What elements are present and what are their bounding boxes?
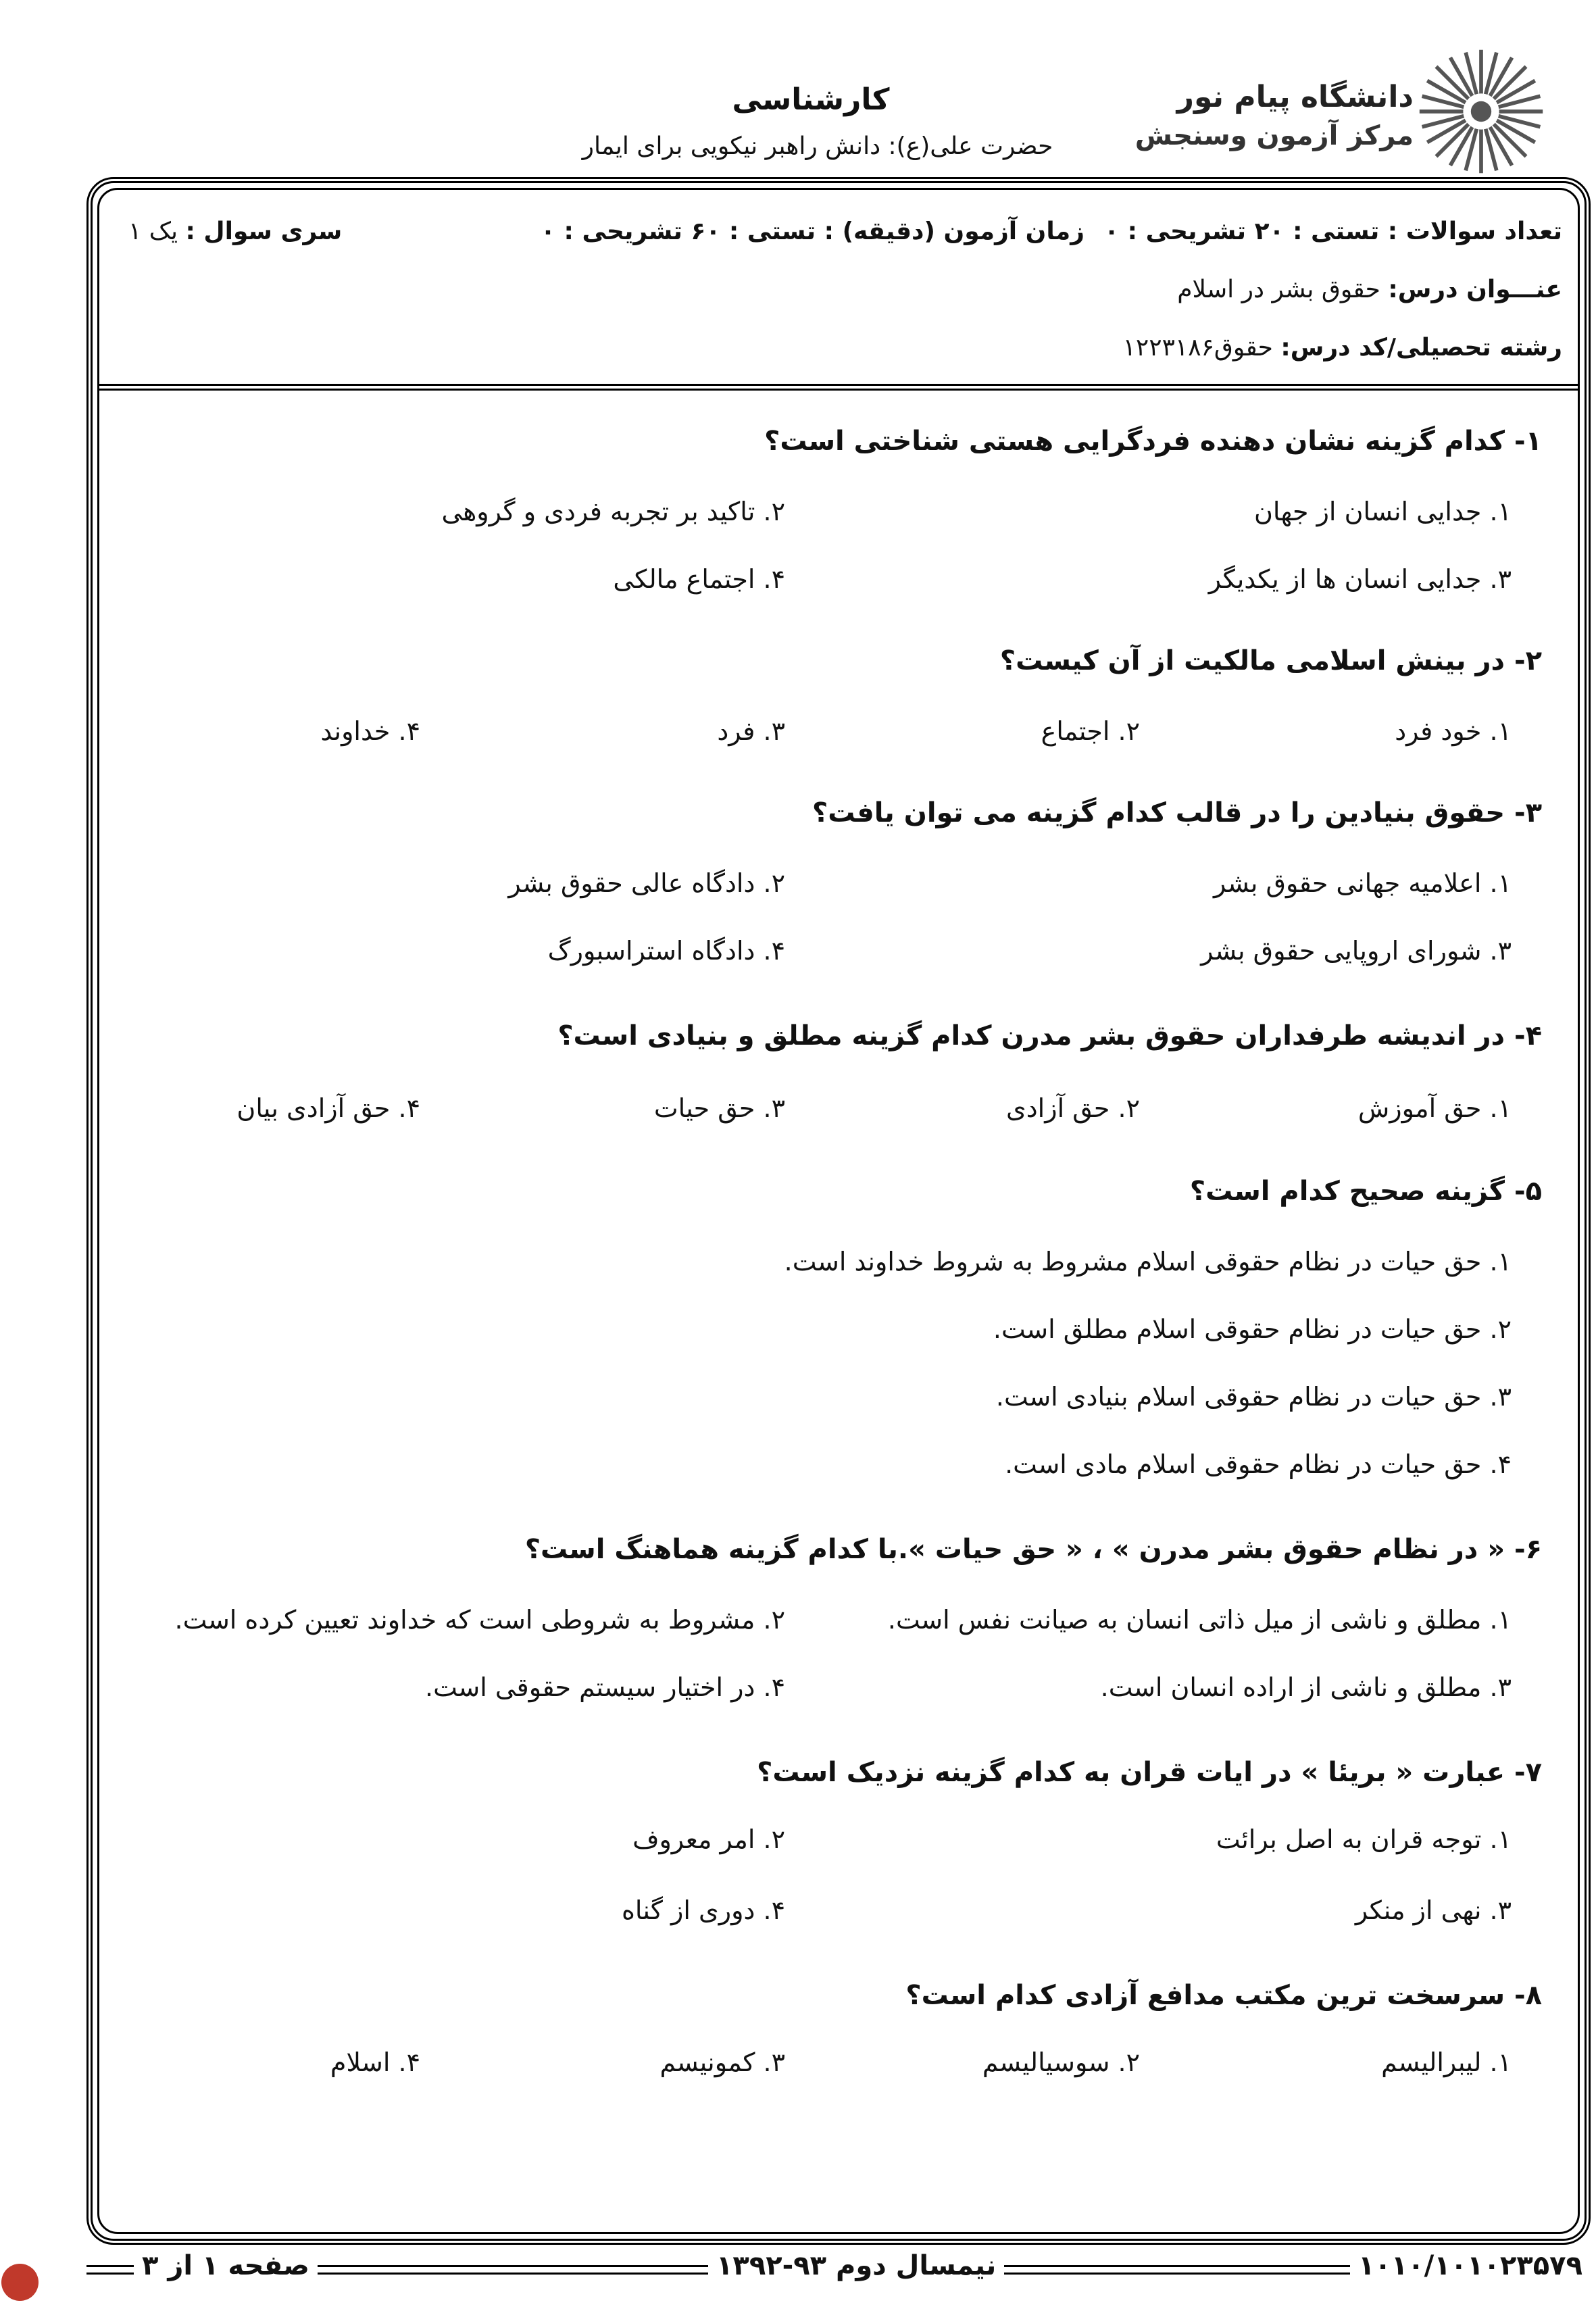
question-1-option-1[interactable]: ۱. جدایی انسان از جهان [1254, 497, 1512, 526]
field-label: رشته تحصیلی/کد درس: [1280, 334, 1562, 362]
question-3-option-1[interactable]: ۱. اعلامیه جهانی حقوق بشر [1213, 868, 1512, 898]
exam-center-name: مرکز آزمون وسنجش [1134, 120, 1414, 151]
course-value: حقوق بشر در اسلام [1177, 276, 1380, 303]
question-2-option-4[interactable]: ۴. خداوند [320, 716, 420, 746]
question-8-title: ۸- سرسخت ترین مکتب مدافع آزادی کدام است؟ [905, 1980, 1542, 2011]
course-label: عنـــوان درس: [1388, 276, 1562, 303]
exam-footer [86, 2250, 1591, 2291]
question-6-option-2[interactable]: ۲. مشروط به شروطی است که خداوند تعیین کرده است. [174, 1605, 785, 1635]
question-7-option-4[interactable]: ۴. دوری از گناه [621, 1895, 785, 1925]
question-5-title: ۵- گزینه صحیح کدام است؟ [1189, 1176, 1542, 1207]
question-2-title: ۲- در بینش اسلامی مالکیت از آن کیست؟ [999, 645, 1542, 676]
series-label: سری سوال : [185, 218, 343, 245]
question-2-option-3[interactable]: ۳. فرد [717, 716, 785, 746]
question-4-option-2[interactable]: ۲. حق آزادی [1006, 1093, 1140, 1123]
header-separator [98, 384, 1579, 391]
question-7-option-1[interactable]: ۱. توجه قران به اصل برائت [1216, 1824, 1512, 1854]
question-5-option-4[interactable]: ۴. حق حیات در نظام حقوقی اسلام مادی است. [1005, 1449, 1512, 1479]
footer-page-number: صفحه ۱ از ۳ [134, 2250, 318, 2281]
question-5-option-2[interactable]: ۲. حق حیات در نظام حقوقی اسلام مطلق است. [993, 1314, 1512, 1344]
question-7-option-3[interactable]: ۳. نهی از منکر [1355, 1895, 1512, 1925]
question-4-option-3[interactable]: ۳. حق حیات [653, 1093, 785, 1123]
course-title [1177, 276, 1562, 303]
question-5-option-1[interactable]: ۱. حق حیات در نظام حقوقی اسلام مشروط به شروط خداوند است. [784, 1247, 1512, 1276]
question-1-option-4[interactable]: ۴. اجتماع مالکی [613, 564, 785, 594]
question-8-option-4[interactable]: ۴. اسلام [330, 2047, 420, 2077]
footer-exam-code: ۱۰۱۰/۱۰۱۰۲۳۵۷۹ [1350, 2250, 1591, 2281]
degree-level: کارشناسی [732, 82, 890, 117]
question-7-option-2[interactable]: ۲. امر معروف [632, 1824, 785, 1854]
question-8-option-1[interactable]: ۱. لیبرالیسم [1381, 2047, 1512, 2077]
question-3-title: ۳- حقوق بنیادین را در قالب کدام گزینه می توان یافت؟ [812, 797, 1542, 828]
field-code [1123, 334, 1562, 362]
question-3-option-3[interactable]: ۳. شورای اروپایی حقوق بشر [1201, 936, 1512, 966]
question-2-option-1[interactable]: ۱. خود فرد [1395, 716, 1512, 746]
exam-duration: زمان آزمون (دقیقه) : تستی : ۶۰ تشریحی : ۰ [541, 218, 1084, 245]
question-1-option-3[interactable]: ۳. جدایی انسان ها از یکدیگر [1208, 564, 1512, 594]
question-8-option-2[interactable]: ۲. سوسیالیسم [982, 2047, 1140, 2077]
exam-header [0, 0, 1596, 176]
question-4-option-1[interactable]: ۱. حق آموزش [1357, 1093, 1512, 1123]
corner-watermark-icon [1, 2264, 39, 2301]
footer-semester: نیمسال دوم ۹۳-۱۳۹۲ [708, 2250, 1004, 2281]
question-7-title: ۷- عبارت « بریئا » در ایات قران به کدام گزینه نزدیک است؟ [757, 1757, 1542, 1788]
question-4-option-4[interactable]: ۴. حق آزادی بیان [236, 1093, 420, 1123]
field-value: حقوق۱۲۲۳۱۸۶ [1122, 334, 1273, 362]
question-6-option-3[interactable]: ۳. مطلق و ناشی از اراده انسان است. [1100, 1672, 1512, 1702]
question-3-option-4[interactable]: ۴. دادگاه استراسبورگ [547, 936, 785, 966]
question-6-option-4[interactable]: ۴. در اختیار سیستم حقوقی است. [424, 1672, 785, 1702]
question-5-option-3[interactable]: ۳. حق حیات در نظام حقوقی اسلام بنیادی است. [995, 1382, 1512, 1412]
exam-frame-inner [97, 188, 1580, 2234]
question-series [128, 218, 342, 245]
question-3-option-2[interactable]: ۲. دادگاه عالی حقوق بشر [508, 868, 785, 898]
series-value: یک ۱ [128, 218, 178, 245]
question-1-option-2[interactable]: ۲. تاکید بر تجربه فردی و گروهی [441, 497, 785, 526]
question-6-option-1[interactable]: ۱. مطلق و ناشی از میل ذاتی انسان به صیانت نفس است. [887, 1605, 1512, 1635]
question-4-title: ۴- در اندیشه طرفداران حقوق بشر مدرن کدام گزینه مطلق و بنیادی است؟ [557, 1020, 1542, 1051]
question-6-title: ۶- « در نظام حقوق بشر مدرن » ، « حق حیات ».با کدام گزینه هماهنگ است؟ [524, 1534, 1542, 1565]
question-1-title: ۱- کدام گزینه نشان دهنده فردگرایی هستی شناختی است؟ [764, 426, 1542, 457]
header-quote: حضرت علی(ع): دانش راهبر نیکویی برای ایمار [582, 132, 1053, 160]
question-count: تعداد سوالات : تستی : ۲۰ تشریحی : ۰ [1104, 218, 1562, 245]
university-name: دانشگاه پیام نور [1176, 80, 1414, 114]
question-2-option-2[interactable]: ۲. اجتماع [1041, 716, 1140, 746]
university-logo-icon [1417, 47, 1545, 176]
question-8-option-3[interactable]: ۳. کمونیسم [659, 2047, 785, 2077]
